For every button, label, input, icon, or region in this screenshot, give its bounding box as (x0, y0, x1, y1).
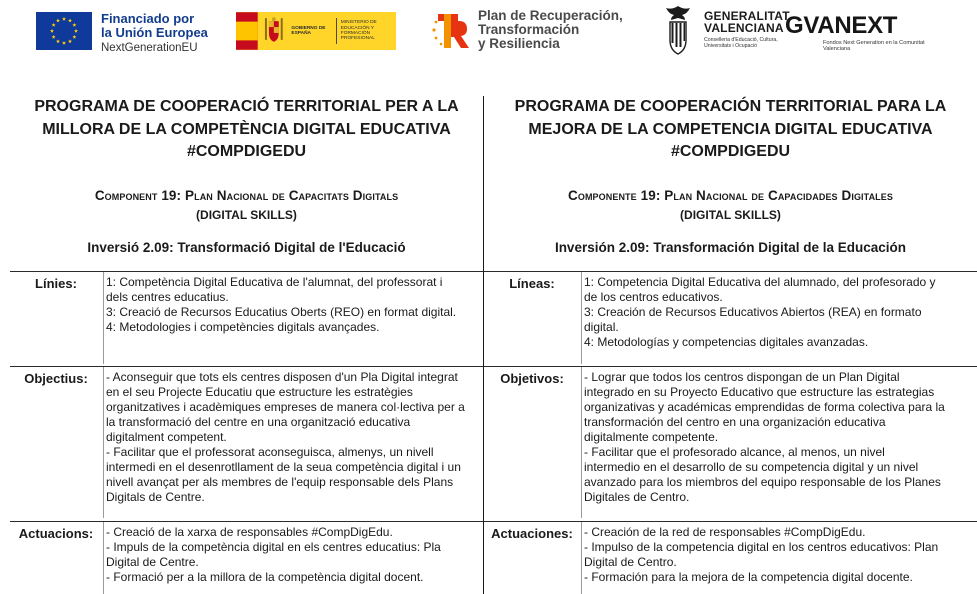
lines-label: Línies: (35, 276, 77, 291)
lines-text-line: 4: Metodologías y competencias digitales avanzadas. (584, 335, 869, 349)
objectives-text-line: Digitals de Centre. (106, 490, 205, 504)
actions-text-line: - Impuls de la competència digital en els centres educatius: Pla (106, 540, 441, 554)
actions-section (484, 521, 977, 594)
actions-text-line: Digital de Centro. (584, 555, 677, 569)
lines-label: Líneas: (509, 276, 555, 291)
lines-section (484, 271, 977, 363)
row-divider (581, 522, 582, 594)
eu-flag-icon (36, 12, 92, 50)
column-spanish (484, 96, 977, 594)
spain-coat-of-arms-icon (262, 16, 286, 46)
row-divider (103, 272, 104, 364)
investment-title: Inversión 2.09: Transformación Digital de la Educación (554, 239, 907, 255)
objectives-text (584, 370, 974, 505)
objectives-text-line: - Facilitar que el profesorado alcance, al menos, un nivel (584, 445, 885, 459)
generalitat-line-2: VALENCIANA (704, 21, 784, 35)
lines-text-line: digital. (584, 320, 619, 334)
actions-text-line: - Formación para la mejora de la competencia digital docente. (584, 570, 913, 584)
objectives-text-line: en el seu Projecte Educatiu que estructure les estratègies (106, 385, 413, 399)
component-subtitle: (DIGITAL SKILLS) (680, 207, 781, 222)
eu-line-3: NextGenerationEU (101, 42, 198, 54)
objectives-text-line: la transformació del centre en una organització educativa (106, 415, 411, 429)
program-title-line-2: MILLORA DE LA COMPETÈNCIA DIGITAL EDUCATIVA (42, 120, 451, 138)
lines-section (10, 271, 483, 363)
objectives-section (10, 366, 483, 517)
actions-text-line: - Creación de la red de responsables #CompDigEdu. (584, 525, 866, 539)
objectives-text-line: organitzatives i acadèmiques empreses de manera col·lectiva per a (106, 400, 465, 414)
prtr-line-1: Plan de Recuperación, (478, 8, 623, 23)
gobierno-espana-logo (236, 12, 396, 50)
objectives-text-line: digitalment competent. (106, 430, 227, 444)
gvanext-subtitle: Fondos Next Generation en la Comunitat Valenciana (823, 40, 925, 53)
conselleria-label: Conselleria d'Educació, Cultura, Universitats i Ocupació (704, 37, 778, 49)
lines-text-line: 3: Creación de Recursos Educativos Abiertos (REA) en formato (584, 305, 922, 319)
prtr-line-3: y Resiliencia (478, 36, 560, 51)
generalitat-valenciana-logo (660, 4, 790, 56)
actions-section (10, 521, 483, 594)
actions-text-line: - Creació de la xarxa de responsables #CompDigEdu. (106, 525, 393, 539)
objectives-text-line: digitalmente competente. (584, 430, 719, 444)
objectives-text-line: - Aconseguir que tots els centres disposen d'un Pla Digital integrat (106, 370, 458, 384)
lines-text-line: 4: Metodologies i competències digitals avançades. (106, 320, 380, 334)
column-valencian (10, 96, 483, 594)
row-divider (581, 367, 582, 518)
actions-text (106, 525, 480, 585)
objectives-section (484, 366, 977, 517)
objectives-text-line: Digitales de Centro. (584, 490, 690, 504)
lines-text (584, 275, 974, 350)
objectives-text-line: intermedi en el desenrotllament de la seua competència digital i un (106, 460, 461, 474)
row-divider (103, 367, 104, 518)
eu-line-1: Financiado por (101, 11, 195, 26)
ministerio-label: MINISTERIO DE EDUCACIÓN Y FORMACIÓN PROFESIONAL (340, 20, 377, 42)
gvanext-logo (785, 12, 933, 53)
row-divider (581, 272, 582, 364)
gobierno-label: GOBIERNO DE ESPAÑA (291, 25, 326, 36)
row-divider (103, 522, 104, 594)
spain-flag-icon (236, 12, 258, 50)
lines-text-line: de los centros educativos. (584, 290, 723, 304)
objectives-label: Objetivos: (500, 371, 564, 386)
generalitat-line-1: GENERALITAT (704, 9, 790, 23)
investment-title: Inversió 2.09: Transformació Digital de l'Educació (87, 239, 406, 255)
eu-line-2: la Unión Europea (101, 25, 208, 40)
program-title-line-1: PROGRAMA DE COOPERACIÓN TERRITORIAL PARA LA (514, 98, 947, 115)
program-title-line-2: MEJORA DE LA COMPETENCIA DIGITAL EDUCATIVA (528, 120, 933, 138)
program-title-line-1: PROGRAMA DE COOPERACIÓ TERRITORIAL PER A LA (34, 98, 459, 115)
objectives-text-line: intermedio en el desarrollo de su competencia digital y un nivel (584, 460, 919, 474)
lines-text-line: dels centres educatius. (106, 290, 229, 304)
objectives-text-line: avanzado para los miembros del equipo responsable de los Planes (584, 475, 941, 489)
prtr-logo (426, 8, 623, 52)
column-header (10, 96, 483, 258)
objectives-text (106, 370, 480, 505)
objectives-text-line: - Facilitar que el professorat aconseguisca, almenys, un nivell (106, 445, 434, 459)
program-title-line-3: #COMPDIGEDU (670, 143, 791, 160)
eu-funding-logo (36, 12, 208, 55)
objectives-text-line: - Lograr que todos los centros dispongan de un Plan Digital (584, 370, 900, 384)
lines-text-line: 1: Competencia Digital Educativa del alumnado, del profesorado y (584, 275, 936, 289)
objectives-text-line: integrado en su Proyecto Educativo que estructure las estrategias (584, 385, 935, 399)
actions-label: Actuaciones: (491, 526, 573, 541)
lines-text (106, 275, 480, 335)
program-title-line-3: #COMPDIGEDU (186, 143, 307, 160)
actions-text-line: - Impulso de la competencia digital en los centros educativos: Plan (584, 540, 939, 554)
component-title: Component 19: Plan Nacional de Capacitats Digitals (94, 187, 399, 203)
actions-text-line: Digital de Centre. (106, 555, 199, 569)
lines-text-line: 1: Competència Digital Educativa de l'alumnat, del professorat i (106, 275, 443, 289)
generalitat-bat-emblem-icon (660, 4, 696, 56)
gobierno-separator (336, 18, 337, 44)
column-header (484, 96, 977, 258)
objectives-label: Objectius: (24, 371, 88, 386)
objectives-text-line: organizativas y académicas emprendidas de forma colectiva para la (584, 400, 945, 414)
actions-text-line: - Formació per a la millora de la competència digital docent. (106, 570, 424, 584)
component-title: Componente 19: Plan Nacional de Capacidades Digitales (568, 187, 893, 203)
gvanext-wordmark: GVANEXT (785, 12, 898, 39)
component-subtitle: (DIGITAL SKILLS) (196, 207, 297, 222)
lines-text-line: 3: Creació de Recursos Educatius Oberts (REO) en format digital. (106, 305, 457, 319)
logo-band (0, 0, 977, 66)
actions-label: Actuacions: (18, 526, 94, 541)
prtr-line-2: Transformación (478, 22, 580, 37)
actions-text (584, 525, 974, 585)
objectives-text-line: transformación del centro en una organización educativa (584, 415, 886, 429)
prtr-tr-mark-icon (426, 8, 472, 52)
objectives-text-line: nivell avançat per als membres de l'equip responsable dels Plans (106, 475, 454, 489)
